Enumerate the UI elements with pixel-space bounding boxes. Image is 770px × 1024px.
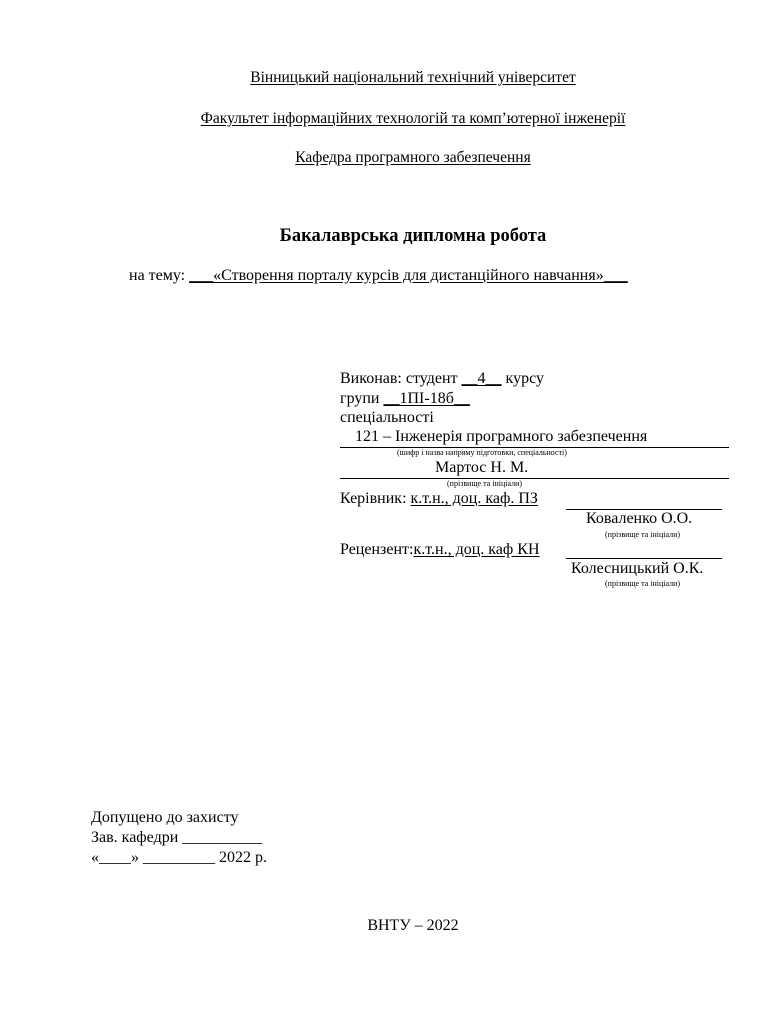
reviewer-name: Колесницький О.К. (571, 560, 704, 577)
supervisor-name-caption: (прізвище та ініціали) (605, 530, 681, 539)
course-trail: __ (485, 370, 502, 387)
group-lead: __ (383, 390, 400, 407)
admission-line-2: Зав. кафедри __________ (91, 829, 263, 846)
work-title: Бакалаврська дипломна робота (279, 226, 547, 246)
topic-label: на тему: (129, 267, 186, 284)
specialty-value: 121 – Інженерія програмного забезпечення (355, 428, 648, 445)
faculty-name: Факультет інформаційних технологій та комп’ютерної інженерії (200, 110, 626, 127)
topic-lead: ___ (189, 267, 214, 284)
student-course-line (340, 370, 544, 388)
student-group-line (340, 390, 470, 408)
department-name: Кафедра програмного забезпечення (295, 149, 531, 166)
reviewer-label: Рецензент: (340, 541, 414, 558)
topic-line (129, 267, 628, 285)
supervisor-position: к.т.н., доц. каф. ПЗ (410, 490, 538, 507)
course-value: 4 (477, 370, 486, 387)
performed-label: Виконав: студент (340, 370, 458, 387)
topic-trail: ___ (603, 267, 628, 284)
university-name: Вінницький національний технічний університет (250, 69, 576, 86)
specialty-caption: (шифр і назва напряму підготовки, спеціальності) (397, 448, 567, 457)
reviewer-name-caption: (прізвище та ініціали) (605, 579, 681, 588)
course-label: курсу (505, 370, 544, 387)
student-name: Мартос Н. М. (435, 459, 529, 476)
course-lead: __ (461, 370, 478, 387)
group-label: групи (340, 390, 380, 407)
student-name-underline (340, 478, 729, 479)
supervisor-name: Коваленко О.О. (586, 510, 693, 527)
admission-line-3: «____» _________ 2022 р. (91, 849, 267, 866)
reviewer-underline (566, 558, 722, 559)
supervisor-label: Керівник: (340, 490, 407, 507)
specialty-label: спеціальності (340, 409, 434, 426)
supervisor-line (340, 490, 538, 508)
footer-place-year: ВНТУ – 2022 (367, 917, 459, 934)
reviewer-line (340, 541, 540, 559)
group-trail: __ (453, 390, 470, 407)
group-value: 1ПІ-18б (399, 390, 454, 407)
reviewer-position: к.т.н., доц. каф КН (413, 541, 540, 558)
admission-line-1: Допущено до захисту (91, 809, 239, 826)
student-name-caption: (прізвище та ініціали) (447, 479, 523, 488)
topic-text: «Створення порталу курсів для дистанційного навчання» (213, 267, 604, 284)
